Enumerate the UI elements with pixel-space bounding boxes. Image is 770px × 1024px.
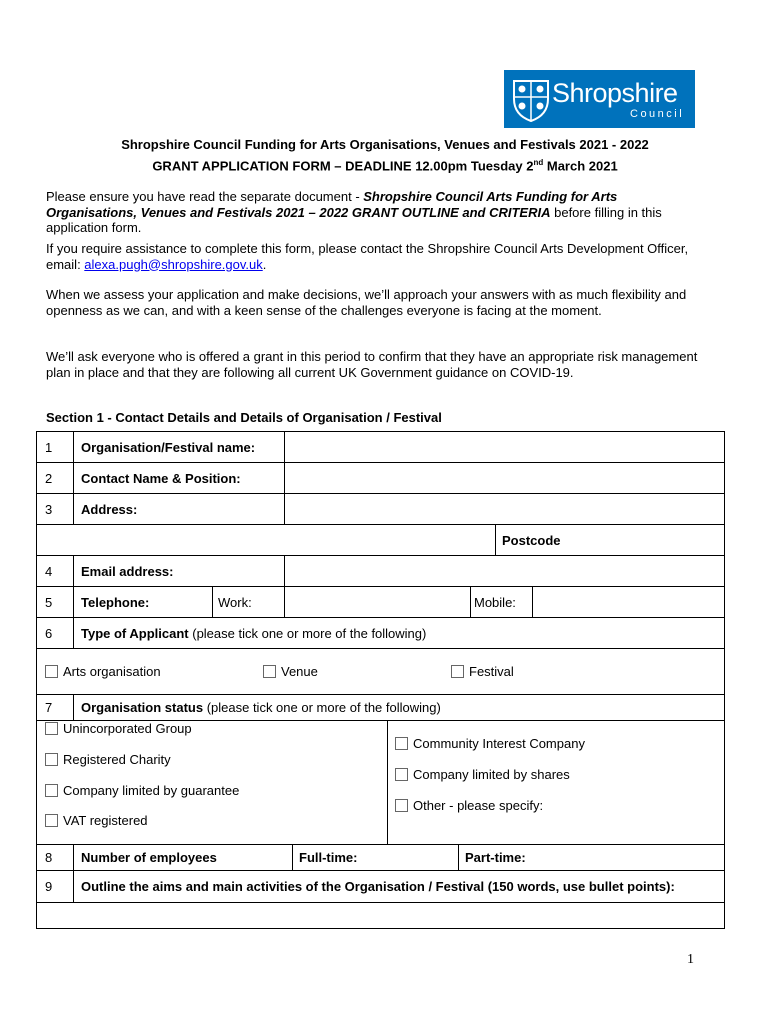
option-company-limited-shares[interactable]: Company limited by shares [395,767,570,782]
option-unincorporated-group[interactable]: Unincorporated Group [45,721,192,736]
logo-name: Shropshire [552,78,678,108]
employees-label: Number of employees [81,850,217,865]
checkbox[interactable] [45,665,58,678]
address-label: Address: [81,501,138,517]
email-field[interactable] [285,557,723,586]
intro-paragraph-3: When we assess your application and make decisions, we’ll approach your answers with as much flexibility and openness as we can, and with a keen sense of the challenges everyone is facing at the moment. [46,287,687,318]
checkbox[interactable] [45,753,58,766]
checkbox[interactable] [395,768,408,781]
row-number: 7 [45,700,53,715]
row-number: 9 [45,879,53,894]
page-number: 1 [687,952,694,967]
application-form-table [36,431,725,929]
postcode-label: Postcode [502,532,561,548]
telephone-label: Telephone: [81,594,150,610]
option-other-specify[interactable]: Other - please specify: [395,798,543,813]
contact-name-field[interactable] [285,464,723,493]
checkbox[interactable] [451,665,464,678]
address-field[interactable] [285,495,723,524]
logo-sub: Council [630,108,685,120]
org-name-field[interactable] [285,433,723,462]
work-phone-field[interactable] [285,588,469,617]
shropshire-council-logo [504,70,695,128]
row-number: 3 [45,501,53,517]
org-name-label: Organisation/Festival name: [81,439,256,455]
section-title: Section 1 - Contact Details and Details of Organisation / Festival [46,410,442,425]
mobile-label: Mobile: [474,594,516,610]
intro-paragraph-1: Please ensure you have read the separate document - Shropshire Council Arts Funding for Arts Organisations, Venues and Festivals 2021 – 2022 GRANT OUTLINE and CRITERIA before filling in this application form. [46,189,662,235]
parttime-label: Part-time: [465,850,526,865]
option-venue[interactable]: Venue [263,664,318,679]
intro-paragraph-4: We’ll ask everyone who is offered a grant in this period to confirm that they have an appropriate risk management plan in place and that they are following all current UK Government guidance on COVID-19. [46,349,698,380]
checkbox[interactable] [263,665,276,678]
address-continued-field[interactable] [38,525,494,555]
work-phone-label: Work: [218,594,252,610]
row-number: 6 [45,625,53,641]
option-festival[interactable]: Festival [451,664,514,679]
checkbox[interactable] [45,784,58,797]
intro-paragraph-2: If you require assistance to complete this form, please contact the Shropshire Council Arts Development Officer, email: alexa.pugh@shropshire.gov.uk. [46,241,689,272]
checkbox[interactable] [395,799,408,812]
applicant-type-heading: Type of Applicant (please tick one or more of the following) [81,625,427,641]
aims-label: Outline the aims and main activities of the Organisation / Festival (150 words, use bullet points): [81,879,675,894]
checkbox[interactable] [45,722,58,735]
option-arts-organisation[interactable]: Arts organisation [45,664,161,679]
email-link[interactable]: alexa.pugh@shropshire.gov.uk [84,256,263,272]
fulltime-label: Full-time: [299,850,358,865]
option-registered-charity[interactable]: Registered Charity [45,752,171,767]
option-company-limited-guarantee[interactable]: Company limited by guarantee [45,783,239,798]
checkbox[interactable] [45,814,58,827]
document-title: Shropshire Council Funding for Arts Organisations, Venues and Festivals 2021 - 2022 [121,137,649,152]
contact-name-label: Contact Name & Position: [81,470,241,486]
mobile-field[interactable] [533,588,723,617]
checkbox[interactable] [395,737,408,750]
document-subtitle: GRANT APPLICATION FORM – DEADLINE 12.00pm Tuesday 2nd March 2021 [152,158,618,174]
org-status-heading: Organisation status (please tick one or more of the following) [81,700,441,715]
row-number: 8 [45,850,53,865]
row-number: 5 [45,594,53,610]
crest-icon [510,75,552,123]
option-community-interest-company[interactable]: Community Interest Company [395,736,585,751]
option-vat-registered[interactable]: VAT registered [45,813,148,828]
row-number: 4 [45,563,53,579]
row-number: 2 [45,470,53,486]
row-number: 1 [45,439,53,455]
aims-field[interactable] [38,903,724,928]
email-label: Email address: [81,563,174,579]
